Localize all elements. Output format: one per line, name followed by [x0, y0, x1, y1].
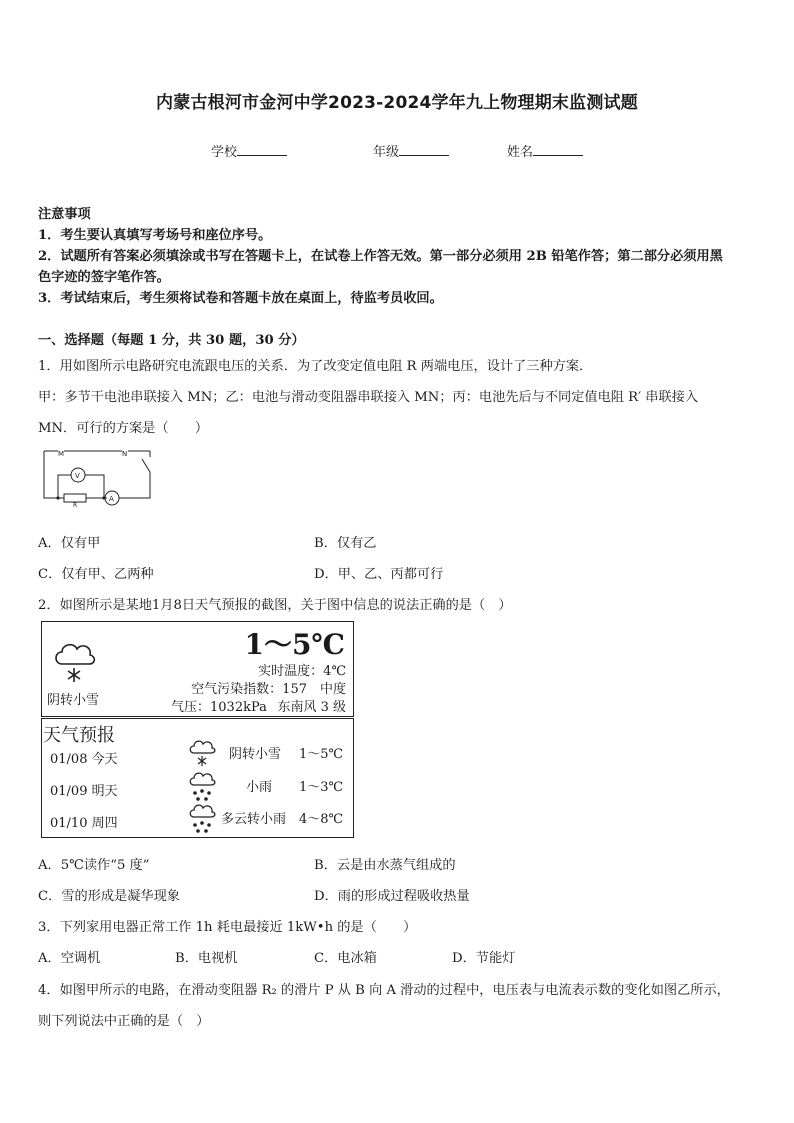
- q1-option-c[interactable]: C．仅有甲、乙两种: [38, 567, 154, 582]
- notes-item: 2．试题所有答案必须填涂或书写在答题卡上，在试卷上作答无效。第一部分必须用 2B 铅笔作答；第二部分必须用黑: [38, 249, 723, 264]
- cloud-snow-icon: [187, 737, 217, 769]
- q1-circuit-diagram: [38, 446, 162, 508]
- forecast-date: 01/08 今天: [50, 752, 118, 767]
- forecast-desc: 阴转小雪: [229, 747, 282, 762]
- school-blank[interactable]: [237, 143, 287, 156]
- circuit-label-m: M: [58, 450, 65, 458]
- q1-stem-line3: MN．可行的方案是（ ）: [38, 421, 209, 436]
- circuit-label-n: N: [122, 450, 128, 458]
- weather-condition: 阴转小雪: [47, 693, 100, 708]
- ammeter-icon: A: [109, 495, 114, 503]
- school-label: 学校: [211, 145, 238, 160]
- q1-stem: 1．用如图所示电路研究电流跟电压的关系．为了改变定值电阻 R 两端电压，设计了三种方案．: [38, 359, 593, 374]
- page-title: 内蒙古根河市金河中学2023-2024学年九上物理期末监测试题: [156, 93, 638, 113]
- notes-item: 1．考生要认真填写考场号和座位序号。: [38, 228, 272, 243]
- forecast-title: 天气预报: [43, 725, 115, 746]
- q3-stem: 3．下列家用电器正常工作 1h 耗电最接近 1kW•h 的是（ ）: [38, 920, 417, 935]
- air-pressure: 气压：1032kPa: [171, 700, 267, 715]
- temp-range: 1～5℃: [244, 628, 345, 661]
- q2-option-a[interactable]: A．5℃读作“5 度”: [38, 858, 150, 873]
- notes-heading: 注意事项: [38, 207, 91, 222]
- q2-option-d[interactable]: D．雨的形成过程吸收热量: [314, 889, 470, 904]
- grade-label: 年级: [373, 145, 400, 160]
- weather-current-panel: [41, 621, 354, 717]
- q2-option-b[interactable]: B．云是由水蒸气组成的: [314, 858, 456, 873]
- q2-option-c[interactable]: C．雪的形成是凝华现象: [38, 889, 180, 904]
- forecast-date: 01/10 周四: [50, 816, 118, 831]
- grade-field[interactable]: [373, 141, 449, 160]
- cloud-snow-icon: [50, 638, 98, 686]
- q2-stem: 2．如图所示是某地1月8日天气预报的截图，关于图中信息的说法正确的是（ ）: [38, 598, 512, 613]
- notes-item: 色字迹的签字笔作答。: [38, 270, 170, 285]
- forecast-range: 1～3℃: [299, 780, 344, 795]
- q3-option-a[interactable]: A．空调机: [38, 951, 101, 966]
- q1-option-b[interactable]: B．仅有乙: [314, 536, 377, 551]
- section-heading: 一、选择题（每题 1 分，共 30 题，30 分）: [38, 333, 305, 348]
- wind: 东南风 3 级: [277, 700, 346, 715]
- q3-option-b[interactable]: B．电视机: [175, 951, 238, 966]
- forecast-desc: 小雨: [246, 780, 273, 795]
- name-blank[interactable]: [533, 143, 583, 156]
- grade-blank[interactable]: [399, 143, 449, 156]
- realtime-temp: 实时温度：4℃: [258, 664, 346, 679]
- forecast-range: 1～5℃: [299, 747, 344, 762]
- school-field[interactable]: [211, 141, 287, 160]
- notes-item: 3．考试结束后，考生须将试卷和答题卡放在桌面上，待监考员收回。: [38, 291, 443, 306]
- cloud-rain-icon: [187, 802, 217, 834]
- name-field[interactable]: [507, 141, 583, 160]
- cloud-rain-icon: [187, 770, 217, 802]
- circuit-label-r: R: [73, 502, 78, 508]
- q3-option-c[interactable]: C．电冰箱: [314, 951, 377, 966]
- q3-option-d[interactable]: D．节能灯: [452, 951, 516, 966]
- voltmeter-icon: V: [75, 472, 80, 480]
- weather-forecast-panel: [41, 718, 354, 838]
- q4-stem-line2: 则下列说法中正确的是（ ）: [38, 1014, 210, 1029]
- q1-stem-line2: 甲：多节干电池串联接入 MN；乙：电池与滑动变阻器串联接入 MN；丙：电池先后与不同定值电阻 R′ 串联接入: [38, 390, 699, 405]
- forecast-desc: 多云转小雨: [221, 812, 287, 827]
- name-label: 姓名: [507, 145, 534, 160]
- q1-option-a[interactable]: A．仅有甲: [38, 536, 101, 551]
- air-quality-index: 空气污染指数：157 中度: [191, 682, 346, 697]
- q4-stem: 4．如图甲所示的电路，在滑动变阻器 R₂ 的滑片 P 从 B 向 A 滑动的过程中，电压表与电流表示数的变化如图乙所示，: [38, 983, 730, 998]
- q1-option-d[interactable]: D．甲、乙、丙都可行: [314, 567, 444, 582]
- forecast-date: 01/09 明天: [50, 784, 118, 799]
- forecast-range: 4～8℃: [299, 812, 344, 827]
